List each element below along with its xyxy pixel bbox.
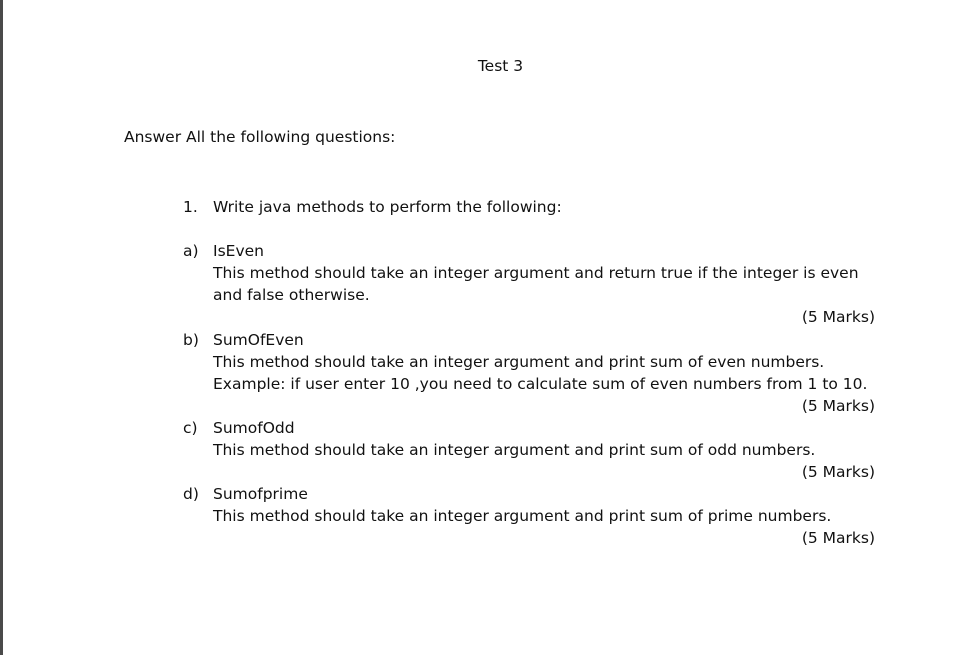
part-name: SumofOdd — [213, 419, 295, 437]
part-name: IsEven — [213, 242, 264, 260]
instructions-text: Answer All the following questions: — [124, 128, 396, 146]
part-letter: c) — [183, 419, 198, 437]
part-marks: (5 Marks) — [801, 308, 875, 326]
part-name: Sumofprime — [213, 485, 308, 503]
question-text: Write java methods to perform the following: — [213, 198, 562, 216]
part-description-line: This method should take an integer argument and print sum of even numbers. — [213, 353, 825, 371]
part-marks: (5 Marks) — [801, 397, 875, 415]
document-page — [3, 0, 980, 655]
part-description-line: This method should take an integer argument and print sum of odd numbers. — [213, 441, 816, 459]
part-name: SumOfEven — [213, 331, 304, 349]
question-number: 1. — [183, 198, 198, 216]
question-part-a — [183, 240, 875, 328]
question-part-c — [183, 417, 875, 483]
part-description-line: Example: if user enter 10 ,you need to calculate sum of even numbers from 1 to 10. — [213, 375, 868, 393]
part-description-line: This method should take an integer argument and return true if the integer is even — [213, 264, 859, 282]
question-part-b — [183, 329, 875, 417]
part-marks: (5 Marks) — [801, 529, 875, 547]
part-marks: (5 Marks) — [801, 463, 875, 481]
part-letter: a) — [183, 242, 199, 260]
part-letter: d) — [183, 485, 199, 503]
page-title: Test 3 — [477, 57, 524, 75]
question-part-d — [183, 483, 875, 549]
part-description-line: and false otherwise. — [213, 286, 370, 304]
part-letter: b) — [183, 331, 199, 349]
part-description-line: This method should take an integer argument and print sum of prime numbers. — [213, 507, 832, 525]
